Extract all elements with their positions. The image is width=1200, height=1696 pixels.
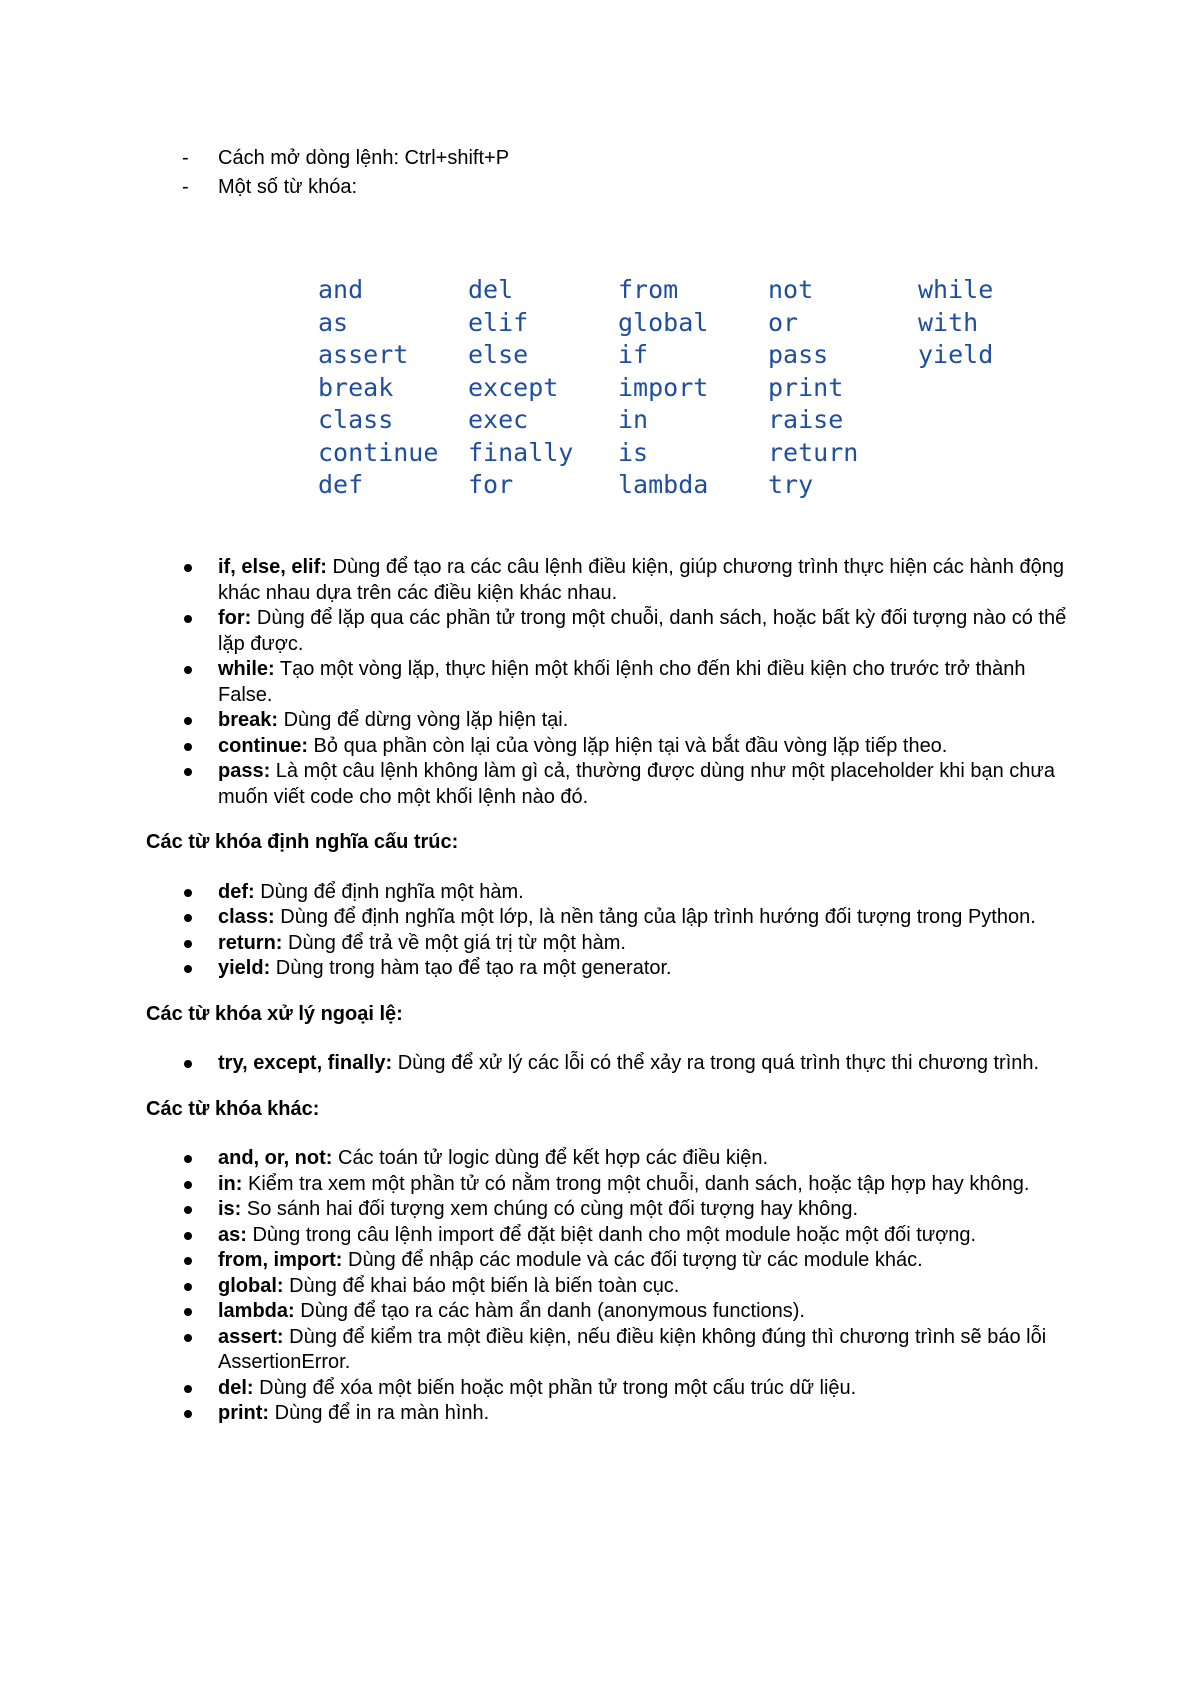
list-item bbox=[146, 905, 1076, 931]
keyword: from bbox=[618, 275, 679, 304]
keyword-description: Tạo một vòng lặp, thực hiện một khối lệnh cho đến khi điều kiện cho trước trở thành False. bbox=[218, 658, 1026, 706]
keyword: lambda bbox=[618, 470, 709, 499]
keyword-term: del: bbox=[218, 1376, 254, 1399]
keyword-term: yield: bbox=[218, 957, 271, 979]
keyword-sections bbox=[146, 830, 1076, 1427]
dash-marker: - bbox=[182, 176, 189, 198]
keyword-description: Là một câu lệnh không làm gì cả, thường được dùng như một placeholder khi bạn chưa muốn viết code cho một khối lệnh nào đó. bbox=[218, 760, 1055, 808]
keyword-term: while: bbox=[218, 658, 275, 680]
list-item bbox=[146, 1401, 1076, 1427]
keyword: or bbox=[768, 307, 799, 337]
bullet-icon bbox=[184, 1385, 192, 1393]
list-item bbox=[146, 1299, 1076, 1325]
keyword: def bbox=[318, 470, 364, 499]
keyword-description: Dùng để kiểm tra một điều kiện, nếu điều kiện không đúng thì chương trình sẽ báo lỗi AssertionError. bbox=[218, 1325, 1047, 1373]
list-item bbox=[146, 606, 1076, 657]
bullet-icon bbox=[184, 1410, 192, 1418]
keyword: del bbox=[468, 275, 514, 304]
list-item bbox=[146, 931, 1076, 957]
keyword-term: print: bbox=[218, 1402, 270, 1424]
keyword: except bbox=[468, 372, 559, 402]
keyword: for bbox=[468, 470, 514, 499]
list-item bbox=[146, 880, 1076, 906]
keyword-term: global: bbox=[218, 1274, 284, 1297]
keyword-description: Dùng để dừng vòng lặp hiện tại. bbox=[278, 709, 569, 731]
keyword-term: from, import: bbox=[218, 1249, 343, 1271]
keyword-term: as: bbox=[218, 1223, 247, 1246]
keyword: yield bbox=[918, 340, 994, 369]
keyword-description: So sánh hai đối tượng xem chúng có cùng một đối tượng hay không. bbox=[241, 1198, 859, 1220]
keyword: break bbox=[318, 372, 394, 402]
bullet-icon bbox=[184, 1308, 192, 1316]
keyword-description: Dùng để định nghĩa một hàm. bbox=[254, 880, 524, 903]
keyword: finally bbox=[468, 437, 574, 467]
keyword: try bbox=[768, 470, 814, 499]
keyword: while bbox=[918, 275, 994, 304]
keyword-description: Dùng để in ra màn hình. bbox=[269, 1402, 490, 1424]
list-item bbox=[146, 759, 1076, 810]
section-heading: Các từ khóa định nghĩa cấu trúc: bbox=[146, 831, 459, 853]
keyword: global bbox=[618, 307, 709, 337]
list-item bbox=[146, 1051, 1076, 1077]
bullet-icon bbox=[184, 615, 192, 623]
keyword: else bbox=[468, 340, 529, 369]
keyword-column bbox=[618, 274, 768, 502]
keyword-description: Bỏ qua phần còn lại của vòng lặp hiện tại và bắt đầu vòng lặp tiếp theo. bbox=[308, 734, 948, 757]
bullet-icon bbox=[184, 743, 192, 751]
bullet-icon bbox=[184, 1283, 192, 1291]
keyword: with bbox=[918, 307, 979, 337]
bullet-icon bbox=[184, 1257, 192, 1265]
intro-item bbox=[178, 144, 509, 173]
keyword-column bbox=[318, 274, 468, 502]
list-item bbox=[146, 1376, 1076, 1402]
keyword: import bbox=[618, 372, 709, 402]
keyword-description: Kiểm tra xem một phần tử có nằm trong một chuỗi, danh sách, hoặc tập hợp hay không. bbox=[242, 1172, 1030, 1195]
intro-text: Một số từ khóa: bbox=[218, 176, 358, 198]
list-item bbox=[146, 657, 1076, 708]
keyword-term: try, except, finally: bbox=[218, 1052, 393, 1074]
keyword: raise bbox=[768, 405, 844, 434]
bullet-icon bbox=[184, 889, 192, 897]
keyword-term: if, else, elif: bbox=[218, 556, 327, 578]
bullet-icon bbox=[184, 914, 192, 922]
intro-list bbox=[178, 144, 509, 202]
keyword: exec bbox=[468, 405, 529, 434]
keyword: assert bbox=[318, 340, 409, 369]
intro-item bbox=[178, 173, 509, 202]
bullet-icon bbox=[184, 940, 192, 948]
dash-marker: - bbox=[182, 147, 189, 169]
keyword-term: pass: bbox=[218, 760, 271, 782]
list-item bbox=[146, 1274, 1076, 1300]
keyword-description: Dùng để tạo ra các câu lệnh điều kiện, giúp chương trình thực hiện các hành động khác nhau dựa trên các điều kiện khác nhau. bbox=[218, 556, 1064, 604]
keyword-term: break: bbox=[218, 709, 279, 731]
bullet-icon bbox=[184, 666, 192, 674]
intro-text: Cách mở dòng lệnh: Ctrl+shift+P bbox=[218, 147, 510, 169]
section-heading: Các từ khóa xử lý ngoại lệ: bbox=[146, 1002, 403, 1025]
keyword: print bbox=[768, 372, 844, 402]
bullet-icon bbox=[184, 1060, 192, 1068]
keyword-column bbox=[918, 274, 1068, 502]
list-item bbox=[146, 1197, 1076, 1223]
keyword-description: Dùng để xóa một biến hoặc một phần tử trong một cấu trúc dữ liệu. bbox=[253, 1376, 857, 1399]
keyword-description: Các toán tử logic dùng để kết hợp các điều kiện. bbox=[332, 1147, 769, 1169]
list-item bbox=[146, 1146, 1076, 1172]
keyword: not bbox=[768, 275, 814, 304]
list-item bbox=[146, 1172, 1076, 1198]
bullet-icon bbox=[184, 717, 192, 725]
keyword-term: def: bbox=[218, 880, 255, 903]
keyword-description: Dùng để lặp qua các phần tử trong một chuỗi, danh sách, hoặc bất kỳ đối tượng nào có thể lặp được. bbox=[218, 607, 1067, 655]
keyword-term: in: bbox=[218, 1172, 243, 1195]
keyword: in bbox=[618, 405, 649, 434]
bullet-icon bbox=[184, 564, 192, 572]
bullet-icon bbox=[184, 1232, 192, 1240]
bullet-icon bbox=[184, 1181, 192, 1189]
section-heading: Các từ khóa khác: bbox=[146, 1097, 320, 1120]
keyword-description: Dùng để xử lý các lỗi có thể xảy ra trong quá trình thực thi chương trình. bbox=[392, 1052, 1040, 1074]
keyword-description: Dùng để định nghĩa một lớp, là nền tảng của lập trình hướng đối tượng trong Python. bbox=[274, 906, 1036, 928]
section-list bbox=[146, 1146, 1076, 1427]
keyword-term: lambda: bbox=[218, 1300, 295, 1322]
keyword-term: for: bbox=[218, 607, 252, 629]
keyword-term: class: bbox=[218, 906, 275, 928]
keyword-description: Dùng để tạo ra các hàm ẩn danh (anonymous functions). bbox=[294, 1300, 805, 1322]
keyword: elif bbox=[468, 307, 529, 337]
keyword: continue bbox=[318, 437, 439, 467]
keyword-description: Dùng trong hàm tạo để tạo ra một generator. bbox=[270, 957, 672, 979]
keyword-term: assert: bbox=[218, 1325, 284, 1348]
list-item bbox=[146, 1223, 1076, 1249]
keyword-term: and, or, not: bbox=[218, 1147, 333, 1169]
bullet-icon bbox=[184, 1206, 192, 1214]
keyword-term: continue: bbox=[218, 734, 308, 757]
bullet-icon bbox=[184, 1155, 192, 1163]
list-item bbox=[146, 734, 1076, 760]
keyword: and bbox=[318, 275, 364, 304]
keyword-description: Dùng để trả về một giá trị từ một hàm. bbox=[282, 931, 626, 954]
keyword: pass bbox=[768, 340, 829, 369]
control-keywords-list bbox=[146, 555, 1076, 810]
keyword-description: Dùng để nhập các module và các đối tượng từ các module khác. bbox=[342, 1249, 923, 1271]
list-item bbox=[146, 1325, 1076, 1376]
list-item bbox=[146, 956, 1076, 982]
keyword: is bbox=[618, 437, 649, 467]
keyword-column bbox=[468, 274, 618, 502]
document-body bbox=[146, 555, 1076, 1447]
section-list bbox=[146, 1051, 1076, 1077]
bullet-icon bbox=[184, 768, 192, 776]
keyword-table-image bbox=[318, 274, 1068, 502]
keyword-column bbox=[768, 274, 918, 502]
keyword-term: is: bbox=[218, 1198, 242, 1220]
keyword-description: Dùng trong câu lệnh import để đặt biệt danh cho một module hoặc một đối tượng. bbox=[246, 1223, 977, 1246]
keyword-description: Dùng để khai báo một biến là biến toàn cục. bbox=[283, 1274, 680, 1297]
keyword: class bbox=[318, 405, 394, 434]
keyword: if bbox=[618, 340, 649, 369]
bullet-icon bbox=[184, 1334, 192, 1342]
section-list bbox=[146, 880, 1076, 982]
list-item bbox=[146, 708, 1076, 734]
bullet-icon bbox=[184, 965, 192, 973]
list-item bbox=[146, 1248, 1076, 1274]
keyword-term: return: bbox=[218, 931, 283, 954]
list-item bbox=[146, 555, 1076, 606]
keyword: as bbox=[318, 307, 349, 337]
keyword: return bbox=[768, 437, 859, 467]
